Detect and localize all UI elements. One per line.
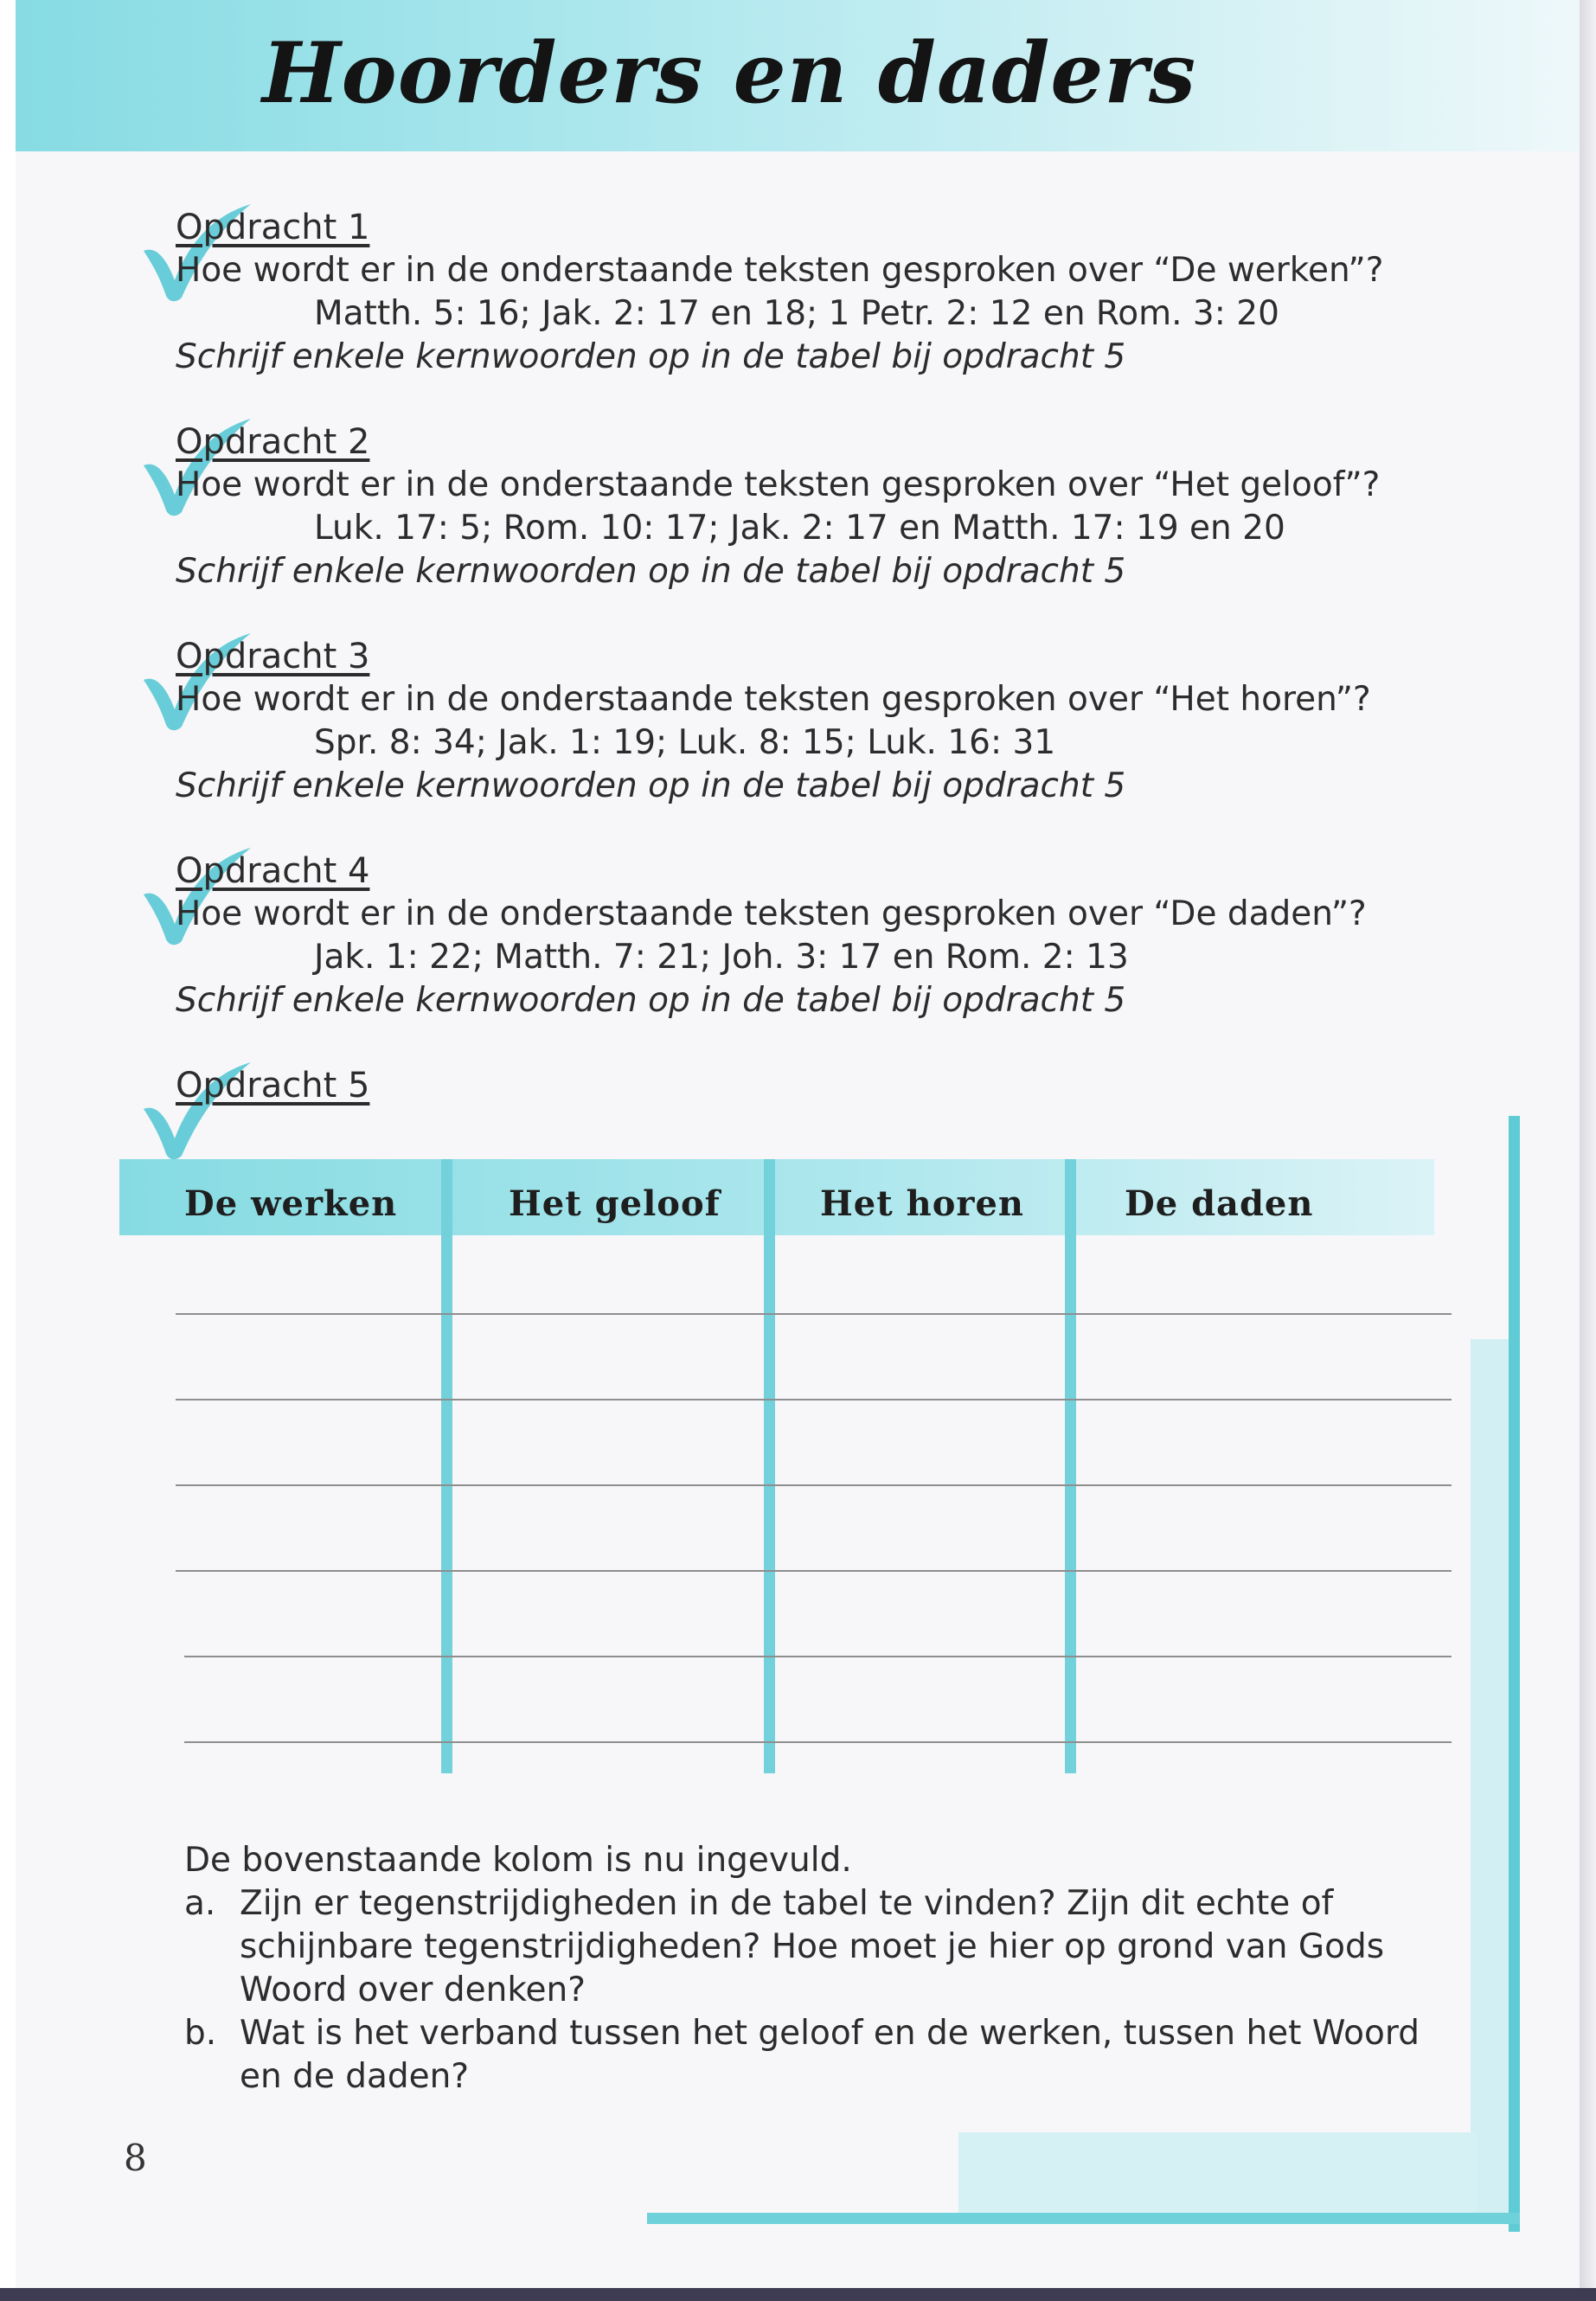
page-edge: [1580, 0, 1596, 2288]
workbook-page: [16, 0, 1580, 2288]
assignment-4: [176, 849, 1473, 1022]
column-header: Het horen: [820, 1183, 1025, 1224]
bible-references: Luk. 17: 5; Rom. 10: 17; Jak. 2: 17 en Matth. 17: 19 en 20: [314, 509, 1285, 548]
assignment-2: [176, 420, 1473, 593]
assignment-1: [176, 206, 1473, 379]
answer-table: [16, 1116, 1580, 1808]
assignment-3: [176, 635, 1473, 808]
assignment-label: Opdracht 1: [176, 208, 370, 247]
answer-line[interactable]: [176, 1484, 1452, 1486]
answer-line[interactable]: [176, 1313, 1452, 1315]
followup-item: [184, 2012, 1456, 2099]
assignment-question: Hoe wordt er in de onderstaande teksten gesproken over “De werken”?: [176, 251, 1384, 290]
answer-line[interactable]: [184, 1656, 1452, 1657]
followup-text: Zijn er tegenstrijdigheden in de tabel te vinden? Zijn dit echte of schijnbare tegenstrijdigheden? Hoe moet je hier op grond van Gods Woord over denken?: [240, 1884, 1385, 2009]
assignment-label: Opdracht 3: [176, 637, 370, 676]
column-divider: [1065, 1159, 1076, 1773]
bible-references: Matth. 5: 16; Jak. 2: 17 en 18; 1 Petr. 2: 12 en Rom. 3: 20: [314, 294, 1279, 333]
frame-bar-horizontal: [647, 2213, 1520, 2224]
column-divider: [764, 1159, 775, 1773]
header-band: [16, 0, 1580, 151]
list-marker: a.: [184, 1884, 216, 1923]
frame-panel: [958, 2132, 1477, 2214]
followup-questions: [184, 1839, 1456, 2099]
column-divider: [441, 1159, 452, 1773]
bible-references: Spr. 8: 34; Jak. 1: 19; Luk. 8: 15; Luk. 16: 31: [314, 723, 1056, 762]
column-header: De daden: [1125, 1183, 1314, 1224]
assignment-question: Hoe wordt er in de onderstaande teksten gesproken over “Het horen”?: [176, 680, 1371, 719]
page-number: 8: [124, 2137, 147, 2179]
assignment-label: Opdracht 4: [176, 851, 370, 891]
column-header: De werken: [184, 1183, 398, 1224]
list-marker: b.: [184, 2014, 217, 2053]
bible-references: Jak. 1: 22; Matth. 7: 21; Joh. 3: 17 en Rom. 2: 13: [314, 938, 1129, 977]
assignment-instruction: Schrijf enkele kernwoorden op in de tabel bij opdracht 5: [176, 337, 1126, 376]
column-header: Het geloof: [509, 1183, 721, 1224]
assignment-instruction: Schrijf enkele kernwoorden op in de tabel bij opdracht 5: [176, 552, 1126, 591]
answer-line[interactable]: [184, 1741, 1452, 1743]
page-bottom-edge: [0, 2288, 1596, 2301]
page-title: Hoorders en daders: [261, 24, 1197, 122]
assignment-question: Hoe wordt er in de onderstaande teksten gesproken over “De daden”?: [176, 894, 1367, 933]
assignment-question: Hoe wordt er in de onderstaande teksten gesproken over “Het geloof”?: [176, 465, 1381, 504]
followup-item: [184, 1882, 1456, 2012]
answer-line[interactable]: [176, 1570, 1452, 1572]
assignment-instruction: Schrijf enkele kernwoorden op in de tabel bij opdracht 5: [176, 981, 1126, 1020]
answer-line[interactable]: [176, 1399, 1452, 1400]
followup-text: Wat is het verband tussen het geloof en de werken, tussen het Woord en de daden?: [240, 2014, 1420, 2096]
assignment-instruction: Schrijf enkele kernwoorden op in de tabel bij opdracht 5: [176, 766, 1126, 805]
assignment-5: [176, 1064, 1473, 1107]
assignment-label: Opdracht 5: [176, 1066, 370, 1106]
followup-intro: De bovenstaande kolom is nu ingevuld.: [184, 1841, 852, 1880]
assignment-label: Opdracht 2: [176, 422, 370, 462]
